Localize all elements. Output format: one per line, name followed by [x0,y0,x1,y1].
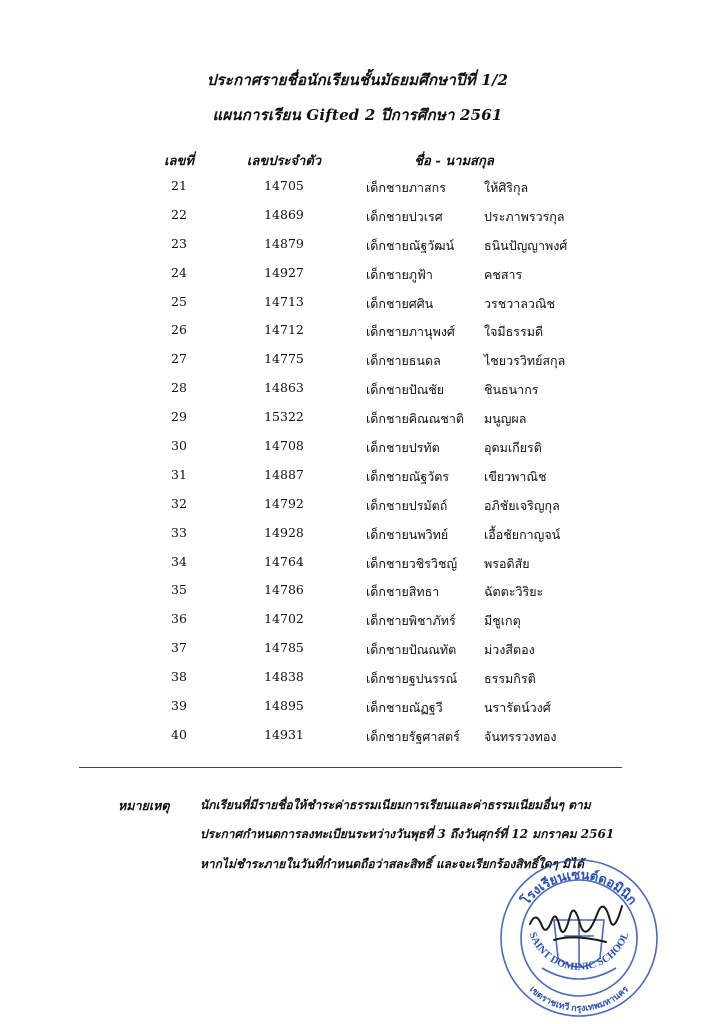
cell-student-id: 14792 [264,495,304,511]
cell-last-name: คชสาร [484,266,523,282]
table-row [0,494,715,523]
cell-last-name: เขียวพาณิช [484,468,547,484]
cell-last-name: วรชวาลวณิช [484,295,556,311]
cell-student-id: 14702 [264,611,304,627]
cell-first-name: เด็กชายณัฐวัฒน์ [366,237,455,253]
cell-student-id: 14869 [264,206,304,222]
note-line-2: ประกาศกำหนดการลงทะเบียนระหว่างวันพุธที่ 3 ถึงวันศุกร์ที่ 12 มกราคม 2561 [200,827,615,841]
cell-no: 22 [171,206,187,222]
cell-student-id: 14764 [264,553,304,569]
cell-no: 33 [171,524,187,540]
cell-last-name: มีชูเกตุ [484,613,521,629]
cell-student-id: 14928 [264,524,304,540]
table-row [0,465,715,494]
cell-last-name: ใจมีธรรมดี [484,324,544,340]
cell-last-name: อุดมเกียรติ [484,440,542,456]
cell-student-id: 14708 [264,438,304,454]
table-row [0,696,715,725]
cell-no: 32 [171,495,187,511]
table-row [0,407,715,436]
cell-last-name: จันทรรวงทอง [484,728,557,744]
cell-first-name: เด็กชายนพวิทย์ [366,526,449,542]
column-header-name: ชื่อ - นามสกุล [414,154,494,169]
table-row [0,263,715,292]
column-header-student-id: เลขประจำตัว [246,154,322,169]
table-row [0,580,715,609]
cell-no: 21 [171,178,187,193]
cell-student-id: 14895 [264,698,304,714]
cell-last-name: ไชยวรวิทย์สกุล [484,353,566,369]
cell-no: 30 [171,438,187,454]
table-row [0,609,715,638]
seal-text-top: โรงเรียนเซนต์ดอมินิก [517,866,641,908]
cell-first-name: เด็กชายปัณชัย [366,382,445,398]
table-row [0,638,715,667]
cell-student-id: 14931 [264,726,304,742]
page-subtitle: แผนการเรียน Gifted 2 ปีการศึกษา 2561 [212,106,503,124]
cell-first-name: เด็กชายฐปนรรณ์ [366,671,458,687]
table-row [0,523,715,552]
cell-first-name: เด็กชายภานุพงศ์ [366,324,455,340]
cell-student-id: 14712 [264,322,304,338]
cell-no: 25 [171,293,187,309]
cell-first-name: เด็กชายณัฏฐวี [366,700,443,716]
cell-first-name: เด็กชายภาสกร [366,180,446,195]
table-row [0,349,715,378]
cell-first-name: เด็กชายณัฐวัตร [366,468,450,484]
cell-first-name: เด็กชายปรทัต [366,440,440,456]
cell-no: 28 [171,380,187,396]
cell-student-id: 14713 [264,293,304,309]
cell-last-name: อภิชัยเจริญกุล [484,497,560,513]
cell-student-id: 14785 [264,640,304,656]
cell-student-id: 14863 [264,380,304,396]
divider [79,767,622,768]
cell-student-id: 14879 [264,235,304,251]
cell-no: 31 [171,466,187,482]
table-row [0,725,715,754]
cell-student-id: 15322 [264,409,304,425]
table-row [0,205,715,234]
student-table [0,176,715,754]
cell-first-name: เด็กชายสิทธา [366,584,440,600]
cell-no: 24 [171,264,187,280]
cell-first-name: เด็กชายปัณณทัต [366,642,457,658]
cell-student-id: 14775 [264,351,304,367]
cell-student-id: 14887 [264,466,304,482]
cell-first-name: เด็กชายภูฟ้า [366,266,433,282]
cell-first-name: เด็กชายปวเรศ [366,208,443,224]
cell-first-name: เด็กชายธนดล [366,353,441,369]
table-row [0,667,715,696]
cell-last-name: ชินธนากร [484,382,539,398]
cell-last-name: เอื้อชัยกาญจน์ [484,526,561,542]
school-seal-stamp [494,850,664,1020]
table-row [0,234,715,263]
cell-no: 35 [171,582,187,598]
cell-no: 36 [171,611,187,627]
cell-no: 37 [171,640,187,656]
signature [530,906,622,942]
cell-student-id: 14705 [264,178,304,193]
cell-first-name: เด็กชายคิณณชาติ [366,411,464,427]
cell-first-name: เด็กชายพิชาภัทร์ [366,613,456,629]
cell-no: 39 [171,698,187,714]
table-row [0,292,715,321]
table-row [0,436,715,465]
cell-last-name: ฉัตตะวิริยะ [484,584,544,600]
column-header-no: เลขที่ [164,154,194,169]
cell-no: 38 [171,669,187,685]
cell-no: 29 [171,409,187,425]
table-row [0,320,715,349]
cell-no: 40 [171,726,187,742]
note-line-1: นักเรียนที่มีรายชื่อให้ชำระค่าธรรมเนียมการเรียนและค่าธรรมเนียมอื่นๆ ตาม [200,798,591,812]
cell-last-name: ให้ศิริกุล [484,180,529,195]
cell-no: 23 [171,235,187,251]
cell-last-name: นรารัตน์วงศ์ [484,700,551,716]
cell-last-name: ประภาพรวรกุล [484,208,565,224]
cell-student-id: 14838 [264,669,304,685]
cell-last-name: พรอดิสัย [484,555,530,571]
note-label: หมายเหตุ [118,798,170,813]
cell-first-name: เด็กชายวชิรวิชญ์ [366,555,458,571]
note-line-3: หากไม่ชำระภายในวันที่กำหนดถือว่าสละสิทธิ์ และจะเรียกร้องสิทธิ์ใดๆ มิได้ [200,857,584,871]
cell-first-name: เด็กชายศศิน [366,295,434,311]
cell-last-name: ธรรมกิรติ [484,671,536,687]
table-row [0,378,715,407]
cell-no: 26 [171,322,187,338]
cell-no: 34 [171,553,187,569]
table-row [0,176,715,205]
cell-first-name: เด็กชายปรมัตถ์ [366,497,448,513]
cell-student-id: 14786 [264,582,304,598]
cell-no: 27 [171,351,187,367]
cell-student-id: 14927 [264,264,304,280]
cell-last-name: ม่วงสีตอง [484,642,535,658]
cell-last-name: ธนินปัญญาพงศ์ [484,237,568,253]
seal-text-en: SAINT DOMINIC SCHOOL [526,930,632,973]
cell-first-name: เด็กชายรัฐศาสตร์ [366,728,460,744]
seal-text-bottom: เขตราชเทวี กรุงเทพมหานคร [527,984,631,1014]
table-row [0,552,715,581]
page-title: ประกาศรายชื่อนักเรียนชั้นมัธยมศึกษาปีที่ 1/2 [206,71,509,89]
cell-last-name: มนูญผล [484,411,527,427]
